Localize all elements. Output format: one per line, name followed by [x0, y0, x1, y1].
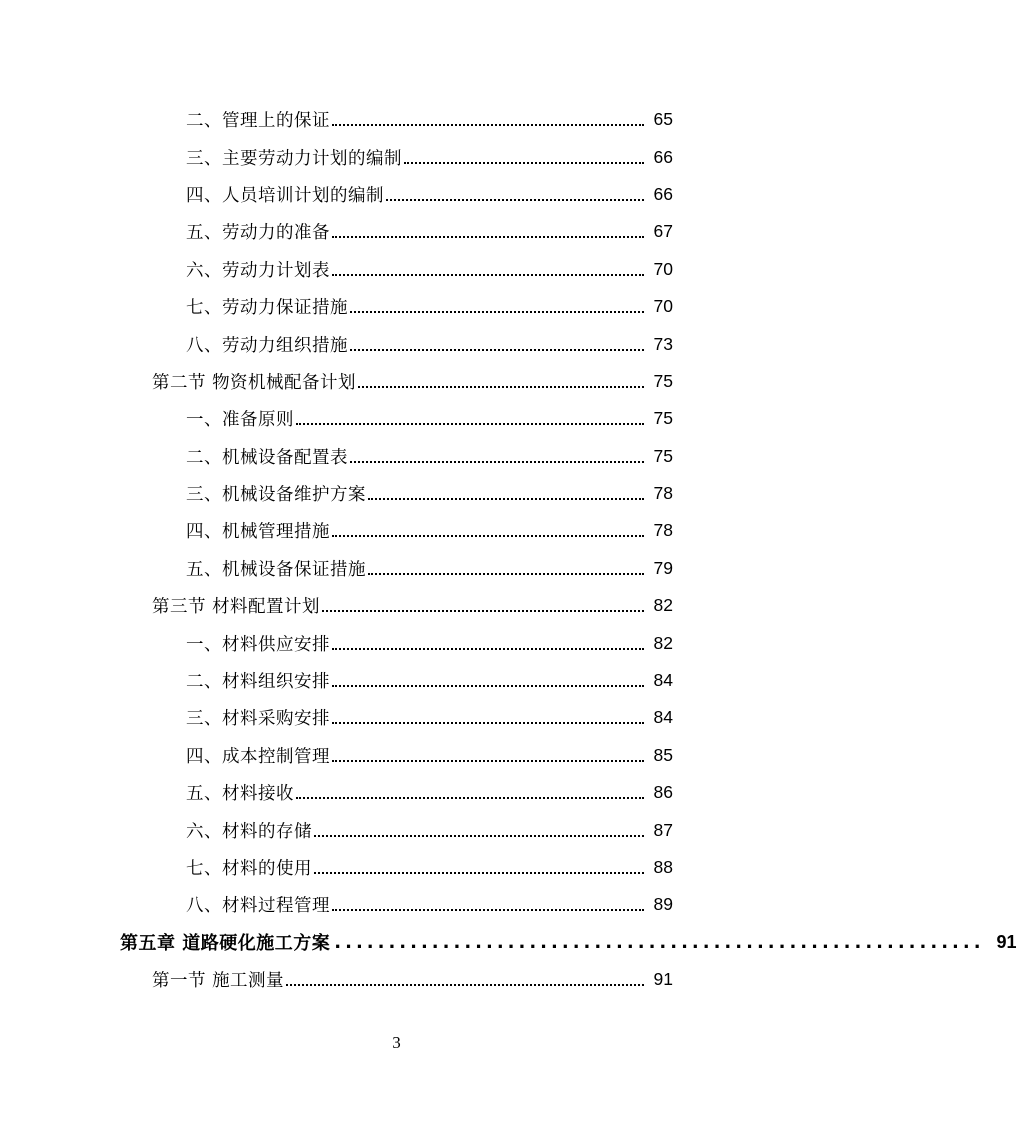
toc-entry-title: 二、材料组织安排 — [186, 672, 330, 693]
toc-entry-title: 五、劳动力的准备 — [186, 223, 330, 244]
dot-leader — [332, 235, 644, 238]
dot-leader: ............................................................ — [334, 931, 985, 953]
toc-entry-title: 第三节 材料配置计划 — [152, 597, 321, 618]
toc-entry-page: 78 — [653, 520, 673, 541]
toc-entry-title: 第五章 道路硬化施工方案 — [120, 933, 331, 955]
dot-leader — [332, 721, 644, 724]
toc-entry-page: 91 — [653, 969, 673, 990]
toc-entry-title: 第二节 物资机械配备计划 — [152, 372, 357, 393]
dot-leader — [350, 310, 644, 313]
toc-entry-page: 85 — [653, 744, 673, 765]
toc-entry[interactable] — [0, 550, 793, 587]
toc-entry-title: 一、准备原则 — [186, 410, 294, 431]
toc-entry[interactable] — [0, 438, 793, 475]
toc-entry-page: 75 — [653, 370, 673, 391]
toc-entry-title: 四、人员培训计划的编制 — [186, 185, 384, 206]
dot-leader — [332, 273, 644, 276]
dot-leader — [350, 460, 644, 463]
dot-leader — [296, 422, 644, 425]
toc-entry-page: 86 — [653, 782, 673, 803]
toc-entry[interactable] — [0, 251, 793, 288]
dot-leader — [332, 908, 644, 911]
toc-entry-title: 第一节 施工测量 — [152, 971, 285, 992]
toc-entry-title: 三、机械设备维护方案 — [186, 485, 366, 506]
toc-entry-title: 五、机械设备保证措施 — [186, 559, 366, 580]
toc-entry[interactable] — [0, 699, 793, 736]
toc-entry[interactable] — [0, 961, 793, 998]
toc-entry-title: 四、成本控制管理 — [186, 746, 330, 767]
toc-entry[interactable] — [0, 475, 793, 512]
dot-leader — [332, 647, 644, 650]
toc-entry-title: 五、材料接收 — [186, 784, 294, 805]
dot-leader — [314, 871, 644, 874]
toc-entry[interactable] — [0, 624, 793, 661]
toc-entry-title: 六、材料的存储 — [186, 821, 312, 842]
dot-leader — [314, 834, 644, 837]
toc-entry[interactable] — [0, 849, 793, 886]
toc-entry-title: 七、劳动力保证措施 — [186, 298, 348, 319]
dot-leader — [332, 534, 644, 537]
toc-entry-page: 75 — [653, 445, 673, 466]
toc-entry-title: 三、材料采购安排 — [186, 709, 330, 730]
toc-entry[interactable] — [0, 288, 793, 325]
toc-entry-page: 84 — [653, 670, 673, 691]
toc-entry-title: 二、管理上的保证 — [186, 111, 330, 132]
toc-entry-title: 八、劳动力组织措施 — [186, 335, 348, 356]
toc-entry-page: 87 — [653, 819, 673, 840]
dot-leader — [332, 759, 644, 762]
dot-leader — [404, 161, 644, 164]
toc-entry-page: 66 — [653, 183, 673, 204]
toc-entry[interactable] — [0, 512, 793, 549]
page-number: 3 — [392, 1033, 401, 1052]
toc-entry-page: 78 — [653, 483, 673, 504]
toc-entry[interactable] — [0, 213, 793, 250]
toc-entry[interactable] — [0, 363, 793, 400]
toc-entry-page: 65 — [653, 109, 673, 130]
toc-entry-title: 二、机械设备配置表 — [186, 447, 348, 468]
dot-leader — [368, 497, 644, 500]
toc-entry-page: 79 — [653, 557, 673, 578]
toc-entry-title: 四、机械管理措施 — [186, 522, 330, 543]
dot-leader — [368, 572, 644, 575]
toc-entry-page: 84 — [653, 707, 673, 728]
toc-entry-page: 70 — [653, 258, 673, 279]
toc-entry-page: 88 — [653, 857, 673, 877]
toc-entry-page: 82 — [653, 632, 673, 653]
toc-entry-title: 三、主要劳动力计划的编制 — [186, 148, 402, 169]
toc-entry-page: 66 — [653, 146, 673, 167]
table-of-contents — [0, 101, 1017, 998]
toc-entry-page: 73 — [653, 333, 673, 354]
toc-entry[interactable] — [0, 101, 793, 138]
toc-entry[interactable] — [0, 886, 793, 923]
dot-leader — [332, 684, 644, 687]
toc-entry-title: 六、劳动力计划表 — [186, 260, 330, 281]
toc-entry-page: 75 — [653, 408, 673, 429]
toc-entry-title: 七、材料的使用 — [186, 859, 312, 879]
dot-leader — [286, 983, 644, 986]
toc-entry-title: 一、材料供应安排 — [186, 634, 330, 655]
dot-leader — [332, 123, 644, 126]
toc-entry[interactable] — [0, 774, 793, 811]
dot-leader — [322, 609, 644, 612]
toc-entry-page: 70 — [653, 296, 673, 317]
toc-entry[interactable] — [0, 662, 793, 699]
toc-entry-page: 91 — [996, 931, 1017, 952]
toc-entry[interactable] — [0, 811, 793, 848]
toc-entry[interactable] — [0, 737, 793, 774]
toc-entry-page: 67 — [653, 221, 673, 242]
toc-entry-page: 82 — [653, 595, 673, 616]
toc-entry[interactable] — [0, 924, 1017, 961]
toc-entry[interactable] — [0, 176, 793, 213]
toc-entry[interactable] — [0, 400, 793, 437]
toc-entry[interactable] — [0, 587, 793, 624]
toc-entry[interactable] — [0, 325, 793, 362]
dot-leader — [358, 385, 644, 388]
toc-entry-title: 八、材料过程管理 — [186, 896, 330, 917]
toc-entry-page: 89 — [653, 894, 673, 915]
toc-entry[interactable] — [0, 138, 793, 175]
dot-leader — [296, 796, 644, 799]
dot-leader — [350, 348, 644, 351]
dot-leader — [386, 198, 644, 201]
